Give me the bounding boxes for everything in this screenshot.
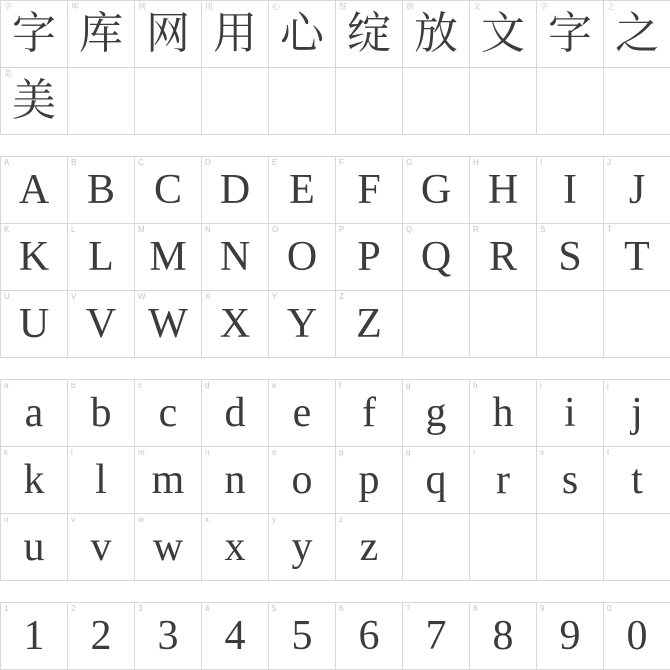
glyph-character: 5 xyxy=(291,613,313,659)
glyph-cell[interactable] xyxy=(1,224,68,291)
glyph-cell-tag: V xyxy=(71,292,77,301)
glyph-character: V xyxy=(85,301,117,347)
glyph-character: 之 xyxy=(615,8,659,59)
glyph-cell[interactable] xyxy=(202,514,269,581)
glyph-cell-tag: 字 xyxy=(540,2,548,11)
glyph-cell-empty xyxy=(537,291,604,358)
glyph-cell[interactable] xyxy=(68,291,135,358)
glyph-cell-tag: 文 xyxy=(473,2,481,11)
glyph-row xyxy=(0,514,670,581)
glyph-cell-tag: G xyxy=(406,158,413,167)
glyph-character: 4 xyxy=(224,613,246,659)
glyph-cell[interactable] xyxy=(470,380,537,447)
glyph-cell[interactable] xyxy=(470,1,537,68)
glyph-cell-tag: D xyxy=(205,158,211,167)
glyph-cell-tag: c xyxy=(138,381,142,390)
glyph-cell-tag: T xyxy=(607,225,612,234)
glyph-character: n xyxy=(224,457,246,503)
glyph-cell[interactable] xyxy=(604,157,670,224)
glyph-cell-tag: b xyxy=(71,381,76,390)
glyph-cell[interactable] xyxy=(269,157,336,224)
glyph-cell-tag: E xyxy=(272,158,278,167)
glyph-character: 字 xyxy=(12,8,56,59)
glyph-cell-tag: g xyxy=(406,381,411,390)
glyph-cell[interactable] xyxy=(269,224,336,291)
glyph-cell[interactable] xyxy=(336,447,403,514)
glyph-cell-tag: H xyxy=(473,158,479,167)
glyph-cell-tag: M xyxy=(138,225,145,234)
glyph-cell-empty xyxy=(336,68,403,135)
glyph-character: t xyxy=(631,457,643,503)
glyph-cell[interactable] xyxy=(537,380,604,447)
glyph-cell[interactable] xyxy=(336,224,403,291)
glyph-character: N xyxy=(219,234,251,280)
glyph-character: M xyxy=(149,234,187,280)
glyph-cell-tag: 1 xyxy=(4,604,9,613)
glyph-character: w xyxy=(152,524,184,570)
glyph-character: 库 xyxy=(79,8,123,59)
glyph-cell-tag: v xyxy=(71,515,75,524)
glyph-cell-empty xyxy=(68,68,135,135)
glyph-cell-empty xyxy=(537,68,604,135)
glyph-cell-empty xyxy=(604,291,670,358)
glyph-cell-tag: U xyxy=(4,292,10,301)
glyph-cell[interactable] xyxy=(470,224,537,291)
glyph-cell-tag: F xyxy=(339,158,344,167)
glyph-cell-tag: R xyxy=(473,225,479,234)
glyph-character: 6 xyxy=(358,613,380,659)
glyph-character: D xyxy=(219,167,251,213)
glyph-character: H xyxy=(487,167,519,213)
glyph-cell-tag: x xyxy=(205,515,209,524)
glyph-character: e xyxy=(292,390,312,436)
glyph-character: i xyxy=(564,390,576,436)
glyph-character: E xyxy=(289,167,315,213)
glyph-cell-tag: J xyxy=(607,158,611,167)
band-separator xyxy=(0,135,670,156)
glyph-cell[interactable] xyxy=(604,224,670,291)
glyph-character: R xyxy=(488,234,517,280)
glyph-cell-tag: k xyxy=(4,448,8,457)
glyph-cell[interactable] xyxy=(269,1,336,68)
glyph-character: W xyxy=(148,301,188,347)
glyph-character: 网 xyxy=(146,8,190,59)
band-separator xyxy=(0,358,670,379)
glyph-cell[interactable] xyxy=(68,514,135,581)
glyph-cell-tag: B xyxy=(71,158,77,167)
glyph-cell-tag: s xyxy=(540,448,544,457)
glyph-cell-tag: Q xyxy=(406,225,413,234)
glyph-cell[interactable] xyxy=(403,380,470,447)
glyph-character: y xyxy=(291,524,313,570)
glyph-cell[interactable] xyxy=(68,157,135,224)
glyph-cell-tag: 网 xyxy=(138,2,146,11)
glyph-cell[interactable] xyxy=(269,291,336,358)
glyph-cell[interactable] xyxy=(336,514,403,581)
glyph-row xyxy=(0,224,670,291)
glyph-cell-empty xyxy=(470,514,537,581)
glyph-cell[interactable] xyxy=(403,224,470,291)
glyph-character: o xyxy=(291,457,313,503)
glyph-cell[interactable] xyxy=(135,514,202,581)
glyph-cell-empty xyxy=(202,68,269,135)
glyph-character: h xyxy=(492,390,514,436)
glyph-cell[interactable] xyxy=(403,447,470,514)
glyph-character: Q xyxy=(420,234,452,280)
glyph-cell[interactable] xyxy=(135,291,202,358)
glyph-character: l xyxy=(95,457,107,503)
glyph-character: 8 xyxy=(492,613,514,659)
glyph-cell-tag: o xyxy=(272,448,277,457)
glyph-cell[interactable] xyxy=(1,514,68,581)
glyph-cell[interactable] xyxy=(470,447,537,514)
glyph-cell-tag: w xyxy=(138,515,144,524)
glyph-cell-empty xyxy=(604,514,670,581)
glyph-character: 9 xyxy=(559,613,581,659)
glyph-character: u xyxy=(23,524,45,570)
glyph-cell-tag: n xyxy=(205,448,210,457)
glyph-character: f xyxy=(362,390,376,436)
glyph-cell[interactable] xyxy=(604,380,670,447)
glyph-character: 字 xyxy=(548,8,592,59)
glyph-character: P xyxy=(357,234,381,280)
glyph-character: G xyxy=(420,167,452,213)
glyph-character: I xyxy=(563,167,577,213)
glyph-cell[interactable] xyxy=(1,380,68,447)
glyph-cell[interactable] xyxy=(202,380,269,447)
glyph-character: 绽 xyxy=(347,8,391,59)
glyph-cell[interactable] xyxy=(202,1,269,68)
glyph-cell-tag: W xyxy=(138,292,146,301)
glyph-cell-tag: j xyxy=(607,381,609,390)
glyph-cell-tag: O xyxy=(272,225,279,234)
glyph-cell[interactable] xyxy=(336,380,403,447)
glyph-cell-tag: 6 xyxy=(339,604,344,613)
glyph-cell-tag: 之 xyxy=(607,2,615,11)
glyph-cell[interactable] xyxy=(537,157,604,224)
glyph-character: 3 xyxy=(157,613,179,659)
glyph-cell[interactable] xyxy=(336,1,403,68)
glyph-cell[interactable] xyxy=(269,380,336,447)
glyph-cell-tag: 0 xyxy=(607,604,612,613)
glyph-character: k xyxy=(23,457,45,503)
glyph-cell-tag: u xyxy=(4,515,9,524)
glyph-cell-tag: f xyxy=(339,381,342,390)
glyph-character: 用 xyxy=(213,8,257,59)
glyph-cell[interactable] xyxy=(135,224,202,291)
glyph-cell-tag: l xyxy=(71,448,73,457)
glyph-character: O xyxy=(286,234,318,280)
glyph-character: Y xyxy=(286,301,318,347)
glyph-cell-tag: h xyxy=(473,381,478,390)
glyph-character: 7 xyxy=(425,613,447,659)
glyph-cell-tag: X xyxy=(205,292,211,301)
glyph-character: L xyxy=(88,234,114,280)
glyph-cell-tag: 9 xyxy=(540,604,545,613)
glyph-cell-tag: 8 xyxy=(473,604,478,613)
glyph-cell-tag: 3 xyxy=(138,604,143,613)
glyph-cell[interactable] xyxy=(537,224,604,291)
glyph-character: K xyxy=(18,234,50,280)
glyph-character: c xyxy=(158,390,178,436)
glyph-character: s xyxy=(561,457,579,503)
glyph-character: p xyxy=(358,457,380,503)
glyph-character: Z xyxy=(356,301,382,347)
glyph-cell-tag: N xyxy=(205,225,211,234)
glyph-cell-empty xyxy=(135,68,202,135)
glyph-cell-tag: K xyxy=(4,225,10,234)
glyph-character: J xyxy=(628,167,646,213)
glyph-cell-empty xyxy=(403,291,470,358)
band-separator xyxy=(0,581,670,602)
glyph-cell-tag: Z xyxy=(339,292,344,301)
glyph-cell-tag: r xyxy=(473,448,476,457)
glyph-cell[interactable] xyxy=(202,447,269,514)
glyph-cell-tag: d xyxy=(205,381,210,390)
glyph-cell[interactable] xyxy=(202,291,269,358)
glyph-cell[interactable] xyxy=(470,157,537,224)
glyph-character: C xyxy=(153,167,182,213)
glyph-cell[interactable] xyxy=(1,447,68,514)
glyph-character: 文 xyxy=(481,8,525,59)
glyph-cell[interactable] xyxy=(135,157,202,224)
glyph-cell[interactable] xyxy=(269,514,336,581)
glyph-cell-tag: y xyxy=(272,515,276,524)
glyph-cell[interactable] xyxy=(68,224,135,291)
glyph-cell-tag: C xyxy=(138,158,144,167)
glyph-cell[interactable] xyxy=(135,1,202,68)
glyph-cell[interactable] xyxy=(336,291,403,358)
glyph-cell-tag: 4 xyxy=(205,604,210,613)
glyph-cell-tag: 7 xyxy=(406,604,411,613)
glyph-character: 1 xyxy=(23,613,45,659)
glyph-character: x xyxy=(224,524,246,570)
glyph-cell-empty xyxy=(269,68,336,135)
glyph-cell[interactable] xyxy=(1,291,68,358)
glyph-character: S xyxy=(558,234,582,280)
glyph-row xyxy=(0,0,670,68)
glyph-cell-tag: 放 xyxy=(406,2,414,11)
glyph-character: j xyxy=(631,390,643,436)
glyph-cell-tag: Y xyxy=(272,292,278,301)
glyph-cell[interactable] xyxy=(403,1,470,68)
glyph-cell[interactable] xyxy=(1,157,68,224)
glyph-cell-tag: 用 xyxy=(205,2,213,11)
glyph-cell[interactable] xyxy=(68,447,135,514)
glyph-cell-tag: 字 xyxy=(4,2,12,11)
glyph-cell[interactable] xyxy=(604,1,670,68)
glyph-cell-tag: e xyxy=(272,381,277,390)
glyph-cell-tag: I xyxy=(540,158,543,167)
glyph-cell[interactable] xyxy=(135,380,202,447)
glyph-cell-tag: t xyxy=(607,448,610,457)
glyph-character: v xyxy=(90,524,112,570)
glyph-cell[interactable] xyxy=(537,1,604,68)
glyph-cell-tag: q xyxy=(406,448,411,457)
glyph-character: F xyxy=(357,167,381,213)
glyph-cell-empty xyxy=(403,514,470,581)
glyph-character: d xyxy=(224,390,246,436)
glyph-cell[interactable] xyxy=(202,157,269,224)
glyph-character: X xyxy=(219,301,251,347)
glyph-character: z xyxy=(359,524,379,570)
glyph-cell[interactable] xyxy=(604,447,670,514)
glyph-character: A xyxy=(18,167,50,213)
glyph-cell[interactable] xyxy=(403,157,470,224)
glyph-cell-tag: m xyxy=(138,448,145,457)
glyph-row xyxy=(0,156,670,224)
glyph-cell[interactable] xyxy=(1,68,68,135)
glyph-cell-tag: 5 xyxy=(272,604,277,613)
glyph-cell[interactable] xyxy=(68,1,135,68)
glyph-band-uppercase-latin xyxy=(0,156,670,358)
glyph-cell-tag: S xyxy=(540,225,546,234)
glyph-character: 美 xyxy=(12,75,56,126)
glyph-cell-tag: P xyxy=(339,225,345,234)
glyph-cell[interactable] xyxy=(1,1,68,68)
glyph-row xyxy=(0,291,670,358)
glyph-character: U xyxy=(18,301,50,347)
glyph-cell-tag: z xyxy=(339,515,343,524)
glyph-character: 放 xyxy=(414,8,458,59)
glyph-cell-tag: A xyxy=(4,158,10,167)
glyph-cell-tag: p xyxy=(339,448,344,457)
glyph-cell-empty xyxy=(403,68,470,135)
glyph-character: b xyxy=(90,390,112,436)
glyph-band-chinese-characters xyxy=(0,0,670,135)
glyph-row xyxy=(0,447,670,514)
glyph-row xyxy=(0,68,670,135)
glyph-character: 2 xyxy=(90,613,112,659)
glyph-character: r xyxy=(496,457,510,503)
glyph-character: a xyxy=(24,390,44,436)
glyph-character: m xyxy=(151,457,185,503)
glyph-cell-tag: i xyxy=(540,381,542,390)
glyph-cell-tag: 2 xyxy=(71,604,76,613)
glyph-character: 心 xyxy=(280,8,324,59)
glyph-cell-tag: L xyxy=(71,225,76,234)
glyph-row xyxy=(0,379,670,447)
glyph-character: 0 xyxy=(626,613,648,659)
glyph-cell-tag: 库 xyxy=(71,2,79,11)
glyph-band-lowercase-latin xyxy=(0,379,670,581)
glyph-cell-empty xyxy=(537,514,604,581)
glyph-character: g xyxy=(425,390,447,436)
glyph-cell-empty xyxy=(470,68,537,135)
glyph-cell[interactable] xyxy=(537,447,604,514)
glyph-cell-empty xyxy=(470,291,537,358)
glyph-cell[interactable] xyxy=(68,380,135,447)
glyph-cell[interactable] xyxy=(202,224,269,291)
glyph-character: q xyxy=(425,457,447,503)
glyph-cell[interactable] xyxy=(135,447,202,514)
glyph-cell-tag: a xyxy=(4,381,9,390)
glyph-cell-tag: 绽 xyxy=(339,2,347,11)
glyph-character: B xyxy=(86,167,115,213)
glyph-cell-tag: 美 xyxy=(4,69,12,78)
glyph-cell[interactable] xyxy=(269,447,336,514)
glyph-cell-tag: 心 xyxy=(272,2,280,11)
glyph-cell-empty xyxy=(604,68,670,135)
glyph-cell[interactable] xyxy=(336,157,403,224)
glyph-character: T xyxy=(624,234,650,280)
